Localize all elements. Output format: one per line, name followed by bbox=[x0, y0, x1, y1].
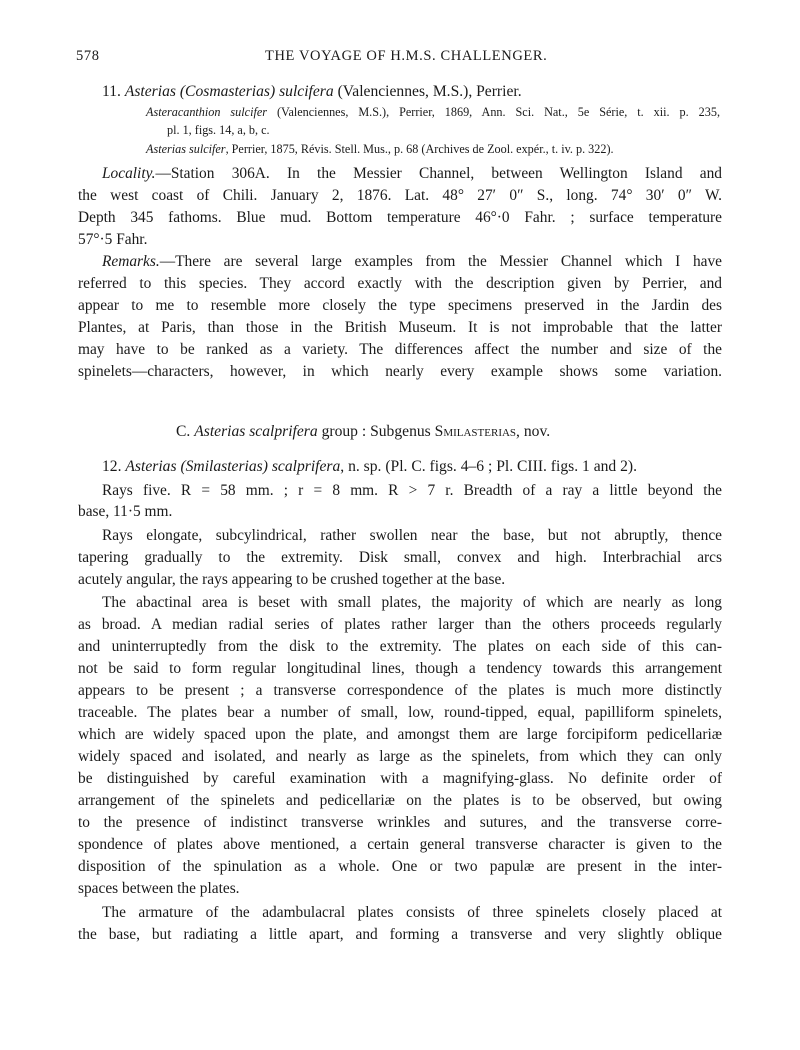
para2-line-3: and uninterruptedly from the disk to the extremity. The plates on each side of this can- bbox=[78, 638, 722, 655]
species-12-heading: 12. Asterias (Smilasterias) scalprifera, n. sp. (Pl. C. figs. 4–6 ; Pl. CIII. figs. 1 and 2). bbox=[102, 458, 637, 475]
para2-line-7: which are widely spaced upon the plate, and amongst them are large forcipiform pedicellariæ bbox=[78, 726, 722, 743]
para2-line-11: to the presence of indistinct transverse wrinkles and sutures, and the transverse corre- bbox=[78, 814, 722, 831]
para2-line-2: as broad. A median radial series of plates rather larger than the others proceeds regularly bbox=[78, 616, 722, 633]
synonym-1: Asteracanthion sulcifer (Valenciennes, M.S.), Perrier, 1869, Ann. Sci. Nat., 5e Série, t. xii. p. 235, bbox=[146, 105, 720, 119]
remarks-line-2: referred to this species. They accord exactly with the description given by Perrier, and bbox=[78, 275, 722, 292]
group-heading: C. Asterias scalprifera group : Subgenus Smilasterias, nov. bbox=[176, 423, 551, 440]
para2-line-13: disposition of the spinulation as a whole. One or two papulæ are present in the inter- bbox=[78, 858, 722, 875]
para3-line-1: The armature of the adambulacral plates consists of three spinelets closely placed at bbox=[102, 904, 722, 921]
para1-line-2: tapering gradually to the extremity. Disk small, convex and high. Interbrachial arcs bbox=[78, 549, 722, 566]
page-number: 578 bbox=[76, 48, 100, 64]
para2-line-12: spondence of plates above mentioned, a certain general transverse character is given to the bbox=[78, 836, 722, 853]
para2-line-6: traceable. The plates bear a number of small, low, round-tipped, equal, papilliform spinelets, bbox=[78, 704, 722, 721]
species-11-heading: 11. Asterias (Cosmasterias) sulcifera (Valenciennes, M.S.), Perrier. bbox=[102, 83, 522, 100]
para2-line-5: appears to be present ; a transverse correspondence of the plates is much more distinctly bbox=[78, 682, 722, 699]
para2-line-1: The abactinal area is beset with small plates, the majority of which are nearly as long bbox=[102, 594, 722, 611]
para1-line-1: Rays elongate, subcylindrical, rather swollen near the base, but not abruptly, thence bbox=[102, 527, 722, 544]
locality-line-1: Locality.—Station 306A. In the Messier Channel, between Wellington Island and bbox=[102, 165, 722, 182]
synonym-1-cont: pl. 1, figs. 14, a, b, c. bbox=[167, 123, 270, 137]
para2-line-4: not be said to form regular longitudinal lines, though a tendency towards this arrangement bbox=[78, 660, 722, 677]
para2-line-14: spaces between the plates. bbox=[78, 880, 240, 897]
para2-line-8: widely spaced and isolated, and nearly as large as the spinelets, from which they can only bbox=[78, 748, 722, 765]
rays-line-1: Rays five. R = 58 mm. ; r = 8 mm. R > 7 r. Breadth of a ray a little beyond the bbox=[102, 482, 722, 499]
locality-line-3: Depth 345 fathoms. Blue mud. Bottom temperature 46°·0 Fahr. ; surface temperature bbox=[78, 209, 722, 226]
para3-line-2: the base, but radiating a little apart, and forming a transverse and very slightly oblique bbox=[78, 926, 722, 943]
locality-line-4: 57°·5 Fahr. bbox=[78, 231, 148, 248]
para2-line-10: arrangement of the spinelets and pedicellariæ on the plates is to be observed, but owing bbox=[78, 792, 722, 809]
synonym-2: Asterias sulcifer, Perrier, 1875, Révis. Stell. Mus., p. 68 (Archives de Zool. expér., t. iv. p. 322). bbox=[146, 142, 614, 156]
locality-line-2: the west coast of Chili. January 2, 1876. Lat. 48° 27′ 0″ S., long. 74° 30′ 0″ W. bbox=[78, 187, 722, 204]
remarks-line-1: Remarks.—There are several large examples from the Messier Channel which I have bbox=[102, 253, 722, 270]
remarks-line-4: Plantes, at Paris, than those in the British Museum. It is not improbable that the latter bbox=[78, 319, 722, 336]
remarks-line-6: spinelets—characters, however, in which nearly every example shows some variation. bbox=[78, 363, 722, 380]
para2-line-9: be distinguished by careful examination with a magnifying-glass. No definite order of bbox=[78, 770, 722, 787]
running-title: THE VOYAGE OF H.M.S. CHALLENGER. bbox=[265, 48, 548, 64]
remarks-line-3: appear to me to resemble more closely the type specimens preserved in the Jardin des bbox=[78, 297, 722, 314]
para1-line-3: acutely angular, the rays appearing to be crushed together at the base. bbox=[78, 571, 506, 588]
rays-line-2: base, 11·5 mm. bbox=[78, 503, 173, 520]
remarks-line-5: may have to be ranked as a variety. The differences affect the number and size of the bbox=[78, 341, 722, 358]
